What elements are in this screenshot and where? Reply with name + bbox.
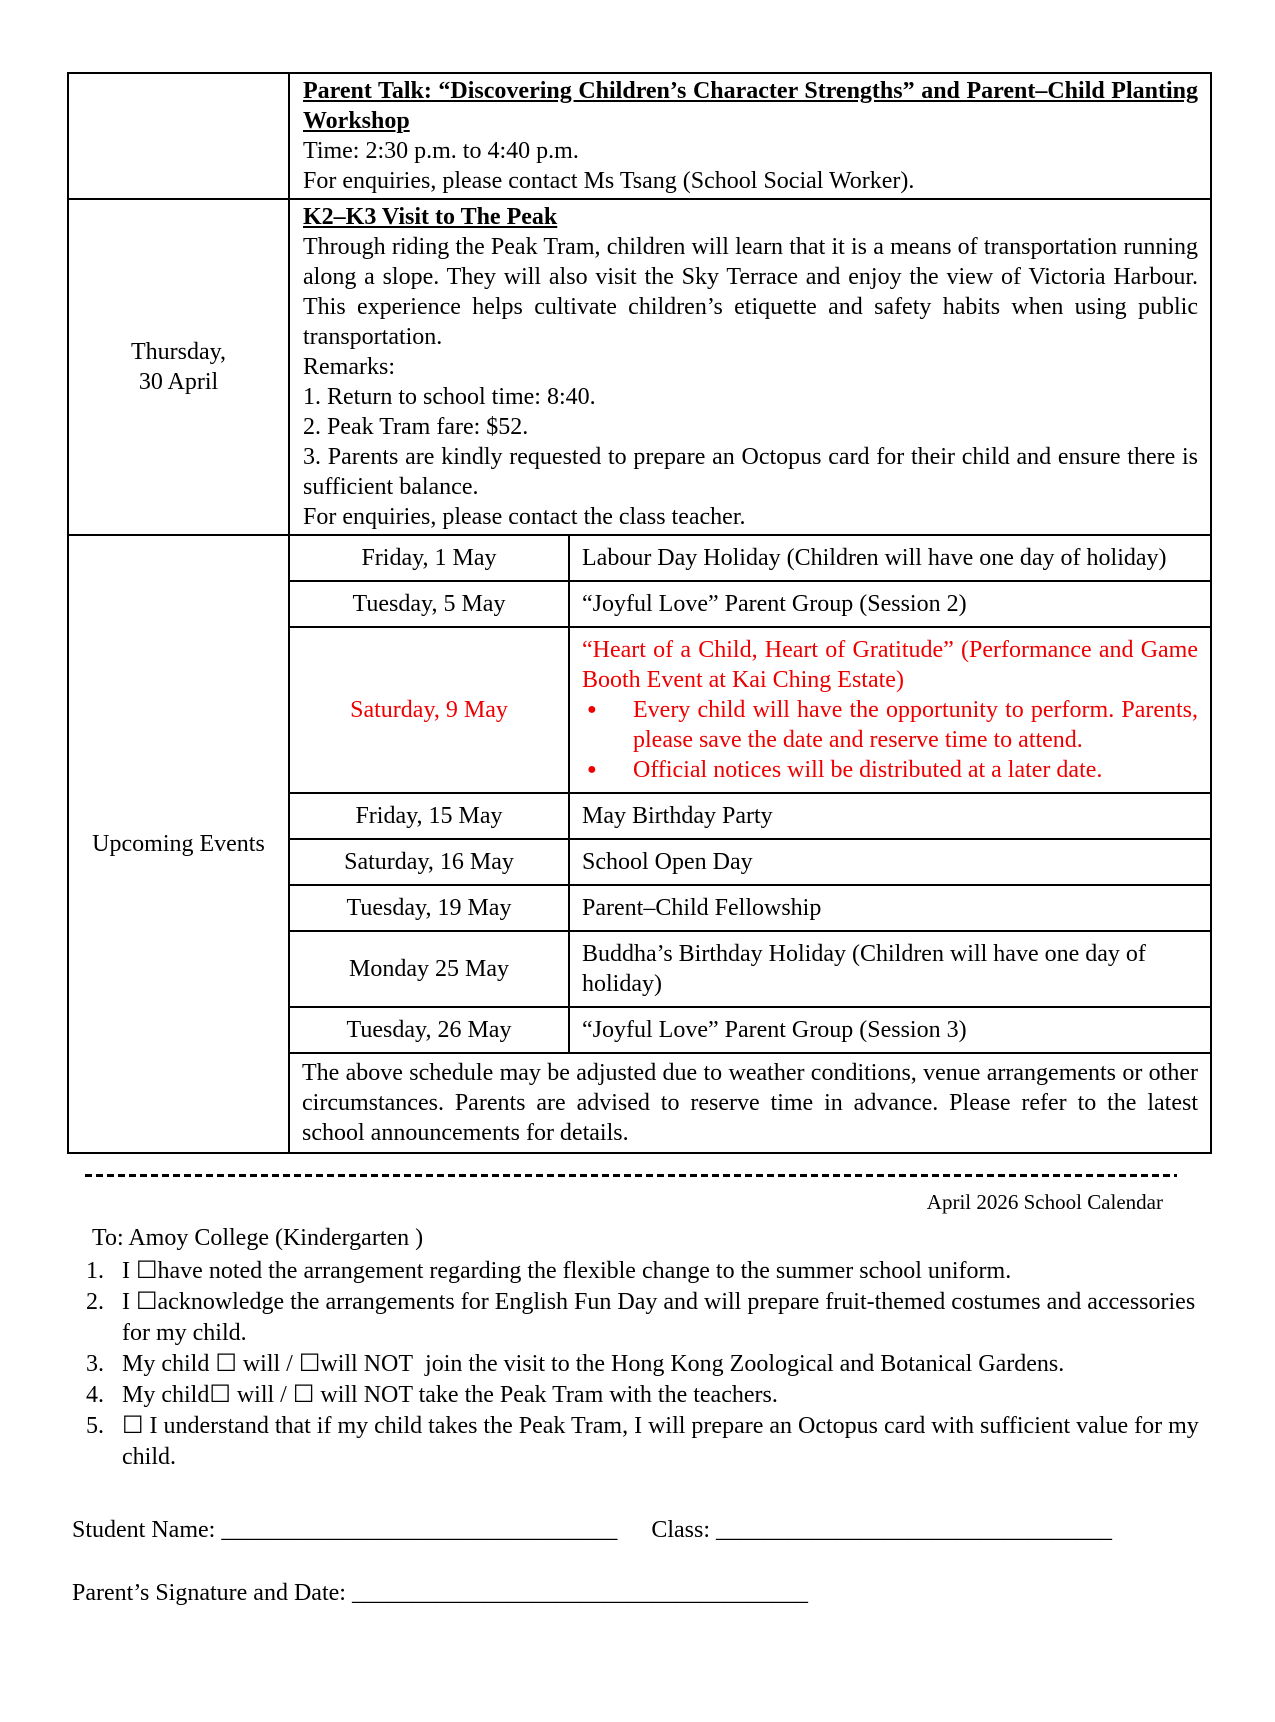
highlight-bullet-1-text: Every child will have the opportunity to perform. Parents, please save the date and reserve time to attend. [633, 697, 1198, 753]
reply-slip-list [86, 1256, 1210, 1473]
event-desc: Buddha’s Birthday Holiday (Children will have one day of holiday) [569, 931, 1211, 1007]
peak-visit-date-line2: 30 April [138, 369, 219, 395]
highlight-bullet-2 [582, 755, 1198, 785]
event-date: Tuesday, 19 May [289, 885, 569, 931]
peak-visit-remarks-label: Remarks: [303, 354, 395, 380]
school-notice-document [0, 72, 1275, 1607]
peak-visit-date-line1: Thursday, [130, 339, 227, 365]
item-number: 3. [86, 1351, 104, 1377]
peak-visit-enquiries: For enquiries, please contact the class teacher. [303, 504, 746, 530]
calendar-table [67, 72, 1212, 1154]
item-number: 5. [86, 1413, 104, 1439]
schedule-note: The above schedule may be adjusted due to weather conditions, venue arrangements or other circumstances. Parents are advised to reserve time in advance. Please refer to the latest school announcements for details. [289, 1053, 1211, 1153]
event-desc: May Birthday Party [569, 793, 1211, 839]
empty-date-label-cell [68, 73, 289, 199]
event-date: Tuesday, 26 May [289, 1007, 569, 1053]
item-number: 1. [86, 1258, 104, 1284]
row-peak-visit [68, 199, 1211, 535]
bullet-icon: ● [587, 701, 597, 718]
event-date: Saturday, 16 May [289, 839, 569, 885]
cut-dashed-line [85, 1174, 1177, 1177]
highlight-event-title: “Heart of a Child, Heart of Gratitude” (Performance and Game Booth Event at Kai Ching Estate) [582, 637, 1198, 693]
event-desc: “Joyful Love” Parent Group (Session 3) [569, 1007, 1211, 1053]
item-text: I ☐acknowledge the arrangements for English Fun Day and will prepare fruit-themed costumes and accessories for my child. [122, 1289, 1196, 1346]
signature-blank-line: ______________________________________ [351, 1580, 808, 1606]
item-text: I ☐have noted the arrangement regarding the flexible change to the summer school uniform. [122, 1258, 1012, 1284]
item-number: 2. [86, 1289, 104, 1315]
signature-label: Parent’s Signature and Date: [72, 1580, 346, 1606]
event-row [68, 535, 1211, 581]
peak-visit-remark-1: 1. Return to school time: 8:40. [303, 384, 596, 410]
class-blank-line: _________________________________ [716, 1517, 1112, 1543]
item-text: My child ☐ will / ☐will NOT join the visit to the Hong Kong Zoological and Botanical Gardens. [122, 1351, 1065, 1377]
bullet-icon: ● [587, 761, 597, 778]
row-parent-talk [68, 73, 1211, 199]
parent-talk-enquiries: For enquiries, please contact Ms Tsang (School Social Worker). [303, 168, 915, 194]
peak-visit-cell [289, 199, 1211, 535]
student-name-blank-line: _________________________________ [221, 1517, 618, 1543]
to-line: To: Amoy College (Kindergarten ) [92, 1225, 424, 1251]
parent-talk-title: Parent Talk: “Discovering Children’s Character Strengths” and Parent–Child Planting Workshop [303, 78, 1198, 134]
highlight-bullet-1 [582, 695, 1198, 755]
list-item [86, 1349, 1210, 1380]
event-desc: Parent–Child Fellowship [569, 885, 1211, 931]
peak-visit-title: K2–K3 Visit to The Peak [303, 204, 558, 230]
peak-visit-paragraph: Through riding the Peak Tram, children will learn that it is a means of transportation running along a slope. They will also visit the Sky Terrace and enjoy the view of Victoria Harbour. This experience helps cultivate children’s etiquette and safety habits when using public transportation. [303, 234, 1198, 350]
upcoming-events-label: Upcoming Events [68, 535, 289, 1153]
event-date: Friday, 1 May [289, 535, 569, 581]
parent-talk-time: Time: 2:30 p.m. to 4:40 p.m. [303, 138, 579, 164]
student-class-row [72, 1517, 1275, 1544]
list-item [86, 1287, 1210, 1349]
event-desc [569, 627, 1211, 793]
item-text: ☐ I understand that if my child takes the Peak Tram, I will prepare an Octopus card with sufficient value for my child. [122, 1413, 1199, 1470]
signature-row [72, 1580, 1275, 1607]
event-date: Tuesday, 5 May [289, 581, 569, 627]
item-text: My child☐ will / ☐ will NOT take the Peak Tram with the teachers. [122, 1382, 778, 1408]
list-item [86, 1411, 1210, 1473]
peak-visit-date-cell [68, 199, 289, 535]
event-date: Friday, 15 May [289, 793, 569, 839]
parent-talk-cell [289, 73, 1211, 199]
student-name-label: Student Name: [72, 1517, 216, 1543]
list-item [86, 1380, 1210, 1411]
event-desc: “Joyful Love” Parent Group (Session 2) [569, 581, 1211, 627]
list-item [86, 1256, 1210, 1287]
peak-visit-remark-2: 2. Peak Tram fare: $52. [303, 414, 529, 440]
item-number: 4. [86, 1382, 104, 1408]
event-date: Saturday, 9 May [289, 627, 569, 793]
event-date: Monday 25 May [289, 931, 569, 1007]
event-desc: Labour Day Holiday (Children will have one day of holiday) [569, 535, 1211, 581]
class-label: Class: [651, 1517, 710, 1543]
calendar-caption: April 2026 School Calendar [926, 1190, 1163, 1214]
highlight-bullet-2-text: Official notices will be distributed at a later date. [633, 757, 1103, 783]
peak-visit-remark-3: 3. Parents are kindly requested to prepare an Octopus card for their child and ensure there is sufficient balance. [303, 444, 1198, 500]
event-desc: School Open Day [569, 839, 1211, 885]
